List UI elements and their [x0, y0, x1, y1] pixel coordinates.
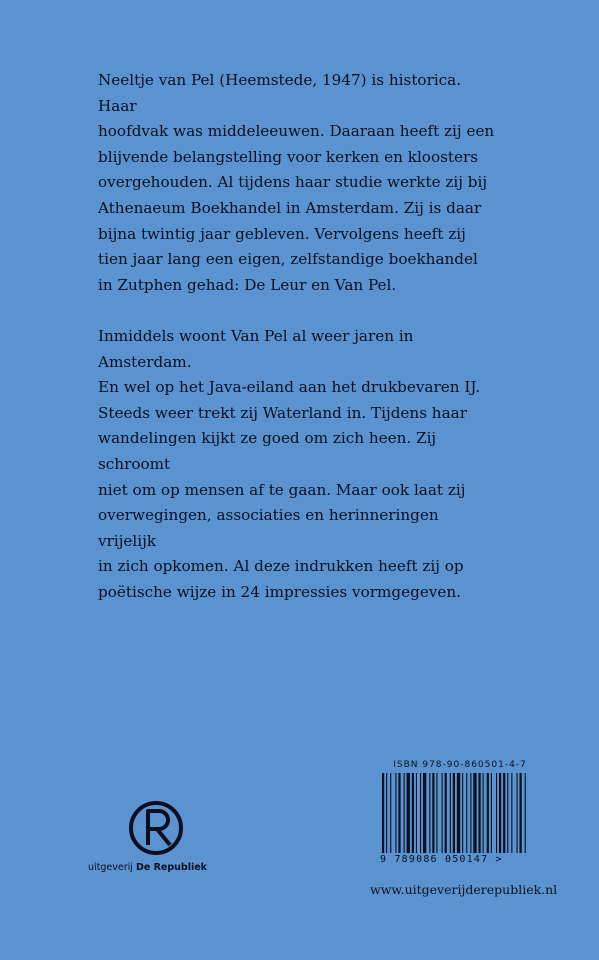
publisher-logo — [88, 798, 228, 873]
bio-paragraph-1: Neeltje van Pel (Heemstede, 1947) is historica. Haar hoofdvak was middeleeuwen. Daaraan heeft zij een blijvende belangstelling voor kerken en kloosters overgehouden. Al tijdens haar studie werkte zij bij Athenaeum Boekhandel in Amsterdam. Zij is daar bijna twintig jaar gebleven. Vervolgens heeft zij tien jaar lang een eigen, zelfstandige boekhandel in Zutphen gehad: De Leur en Van Pel. — [98, 71, 495, 294]
isbn-label: ISBN 978-90-860501-4-7 — [393, 760, 527, 770]
publisher-name — [88, 862, 228, 873]
isbn-barcode — [380, 760, 540, 865]
publisher-name-bold: De Republiek — [135, 862, 207, 873]
barcode-digits: 9 789086 050147 > — [380, 854, 503, 865]
barcode-icon — [380, 773, 530, 853]
republiek-logo-icon — [126, 798, 186, 858]
publisher-prefix: uitgeverij — [88, 862, 133, 873]
back-cover-text — [98, 68, 498, 605]
publisher-website: www.uitgeverijderepubliek.nl — [370, 882, 558, 897]
bio-paragraph-2: Inmiddels woont Van Pel al weer jaren in Amsterdam. En wel op het Java-eiland aan het drukbevaren IJ. Steeds weer trekt zij Waterland in. Tijdens haar wandelingen kijkt ze goed om zich heen. Zij schroomt niet om op mensen af te gaan. Maar ook laat zij overwegingen, associaties en herinneringen vrijelijk in zich opkomen. Al deze indrukken heeft zij op poëtische wijze in 24 impressies vormgegeven. — [98, 326, 481, 601]
